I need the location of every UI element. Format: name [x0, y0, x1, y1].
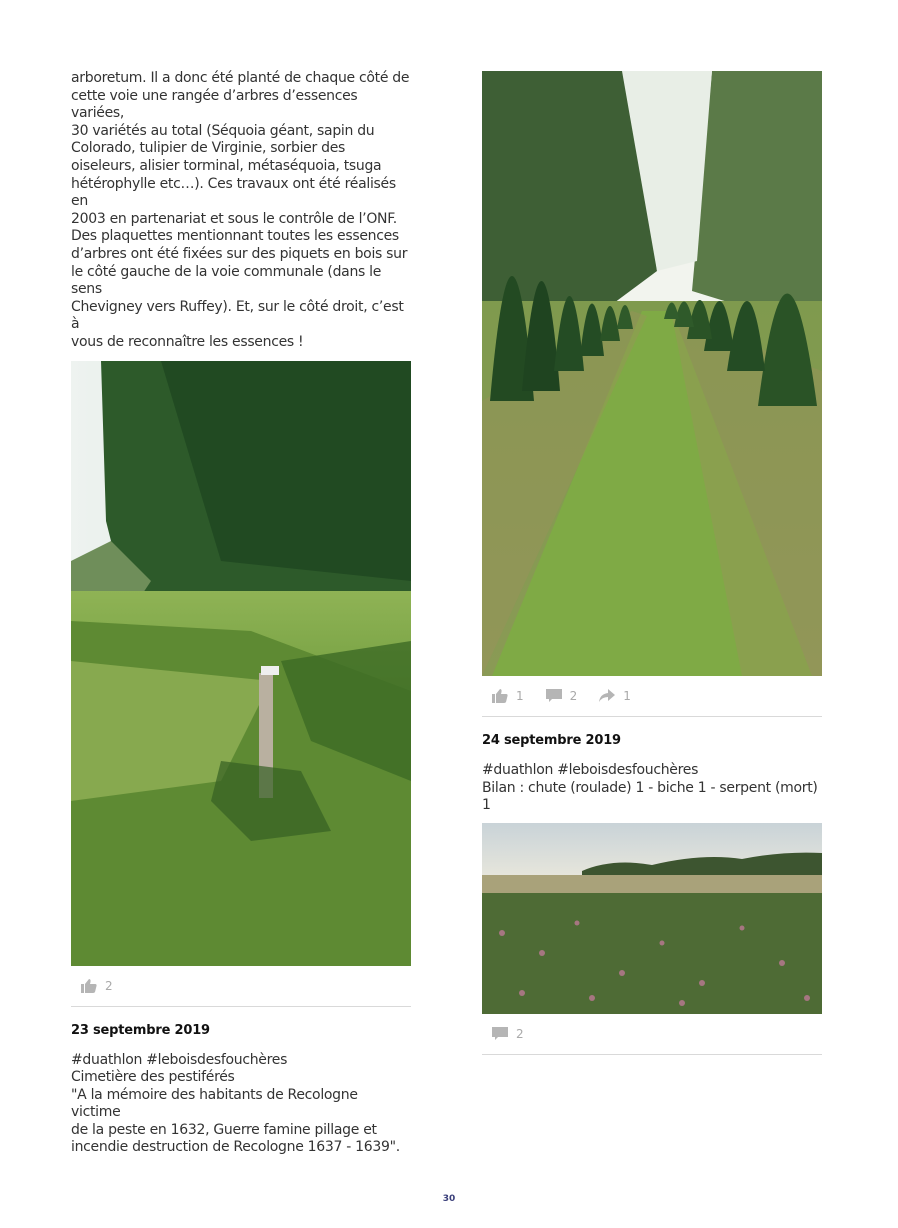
post-divider [71, 1006, 411, 1007]
thumbs-up-icon [492, 689, 508, 703]
post-divider [482, 1054, 822, 1055]
forest-stake-photo[interactable] [71, 361, 411, 966]
left-column [71, 70, 411, 1157]
right-post2-stats [482, 1014, 822, 1054]
post-date: 24 septembre 2019 [482, 733, 621, 748]
like-stat[interactable] [81, 979, 113, 993]
thumbs-up-icon [81, 979, 97, 993]
comment-icon [492, 1027, 508, 1041]
intro-paragraph: arboretum. Il a donc été planté de chaque côté de cette voie une rangée d’arbres d’essences variées, 30 variétés au total (Séquoia géant, sapin du Colorado, tulipier de Virginie, sorbier des oiseleurs, alisier torminal, métaséquoia, tsuga hétérophylle etc…). Ces travaux ont été réalisés en 2003 en partenariat et sous le contrôle de l’ONF. Des plaquettes mentionnant toutes les essences d’arbres ont été fixées sur des piquets en bois sur le côté gauche de la voie communale (dans le sens Chevigney vers Ruffey). Et, sur le côté droit, c’est à vous de reconnaître les essences ! [71, 70, 410, 350]
share-icon [599, 689, 615, 703]
comment-icon [546, 689, 562, 703]
share-count: 1 [623, 689, 631, 703]
tree-alley-photo[interactable] [482, 71, 822, 676]
comment-stat[interactable] [492, 1027, 524, 1041]
share-stat[interactable] [599, 689, 631, 703]
right-post-stats [482, 676, 822, 716]
like-count: 1 [516, 689, 524, 703]
page-number: 30 [442, 1194, 456, 1204]
like-count: 2 [105, 978, 113, 993]
comment-stat[interactable] [546, 689, 578, 703]
post-date: 23 septembre 2019 [71, 1022, 210, 1038]
left-post-stats [71, 966, 411, 1006]
comment-count: 2 [569, 689, 578, 703]
right-column [482, 70, 822, 1055]
post-text: #duathlon #leboisdesfouchères Bilan : chute (roulade) 1 - biche 1 - serpent (mort) 1 [482, 762, 818, 814]
comment-count: 2 [516, 1026, 524, 1041]
clover-field-photo[interactable] [482, 823, 822, 1014]
like-stat[interactable] [492, 689, 524, 703]
post-text: #duathlon #leboisdesfouchères Cimetière des pestiférés "A la mémoire des habitants de Recologne victime de la peste en 1632, Guerre famine pillage et incendie destruction de Recologne 1637 - 1639". [71, 1051, 400, 1156]
post-divider [482, 716, 822, 717]
